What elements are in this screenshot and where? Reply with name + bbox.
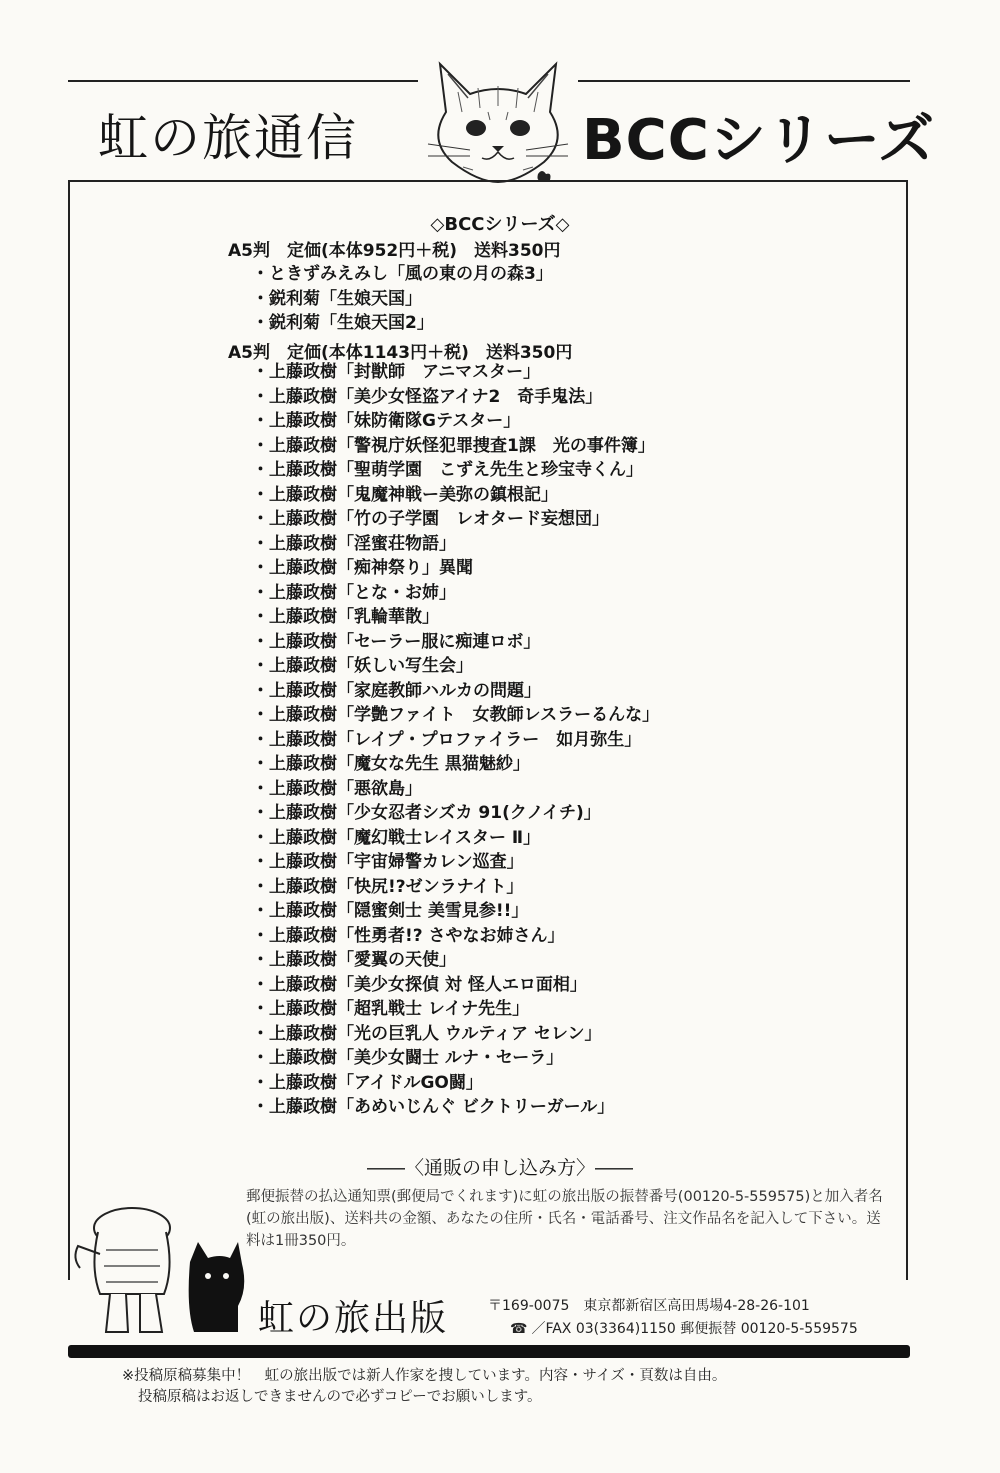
list-item: ・上藤政樹「超乳戦士 レイナ先生」	[252, 999, 530, 1019]
publisher-name: 虹の旅出版	[258, 1298, 449, 1339]
list-item: ・上藤政樹「魔女な先生 黒猫魅紗」	[252, 754, 530, 774]
list-item: ・上藤政樹「魔幻戦士レイスター Ⅱ」	[252, 827, 541, 848]
list-item: ・上藤政樹「レイプ・プロファイラー 如月弥生」	[252, 729, 642, 750]
cat-illustration	[418, 52, 578, 192]
list-item: ・上藤政樹「性勇者!? さやなお姉さん」	[252, 925, 565, 946]
header-title-left: 虹の旅通信	[98, 109, 358, 167]
list-item: ・上藤政樹「とな・お姉」	[252, 582, 456, 603]
list-item: ・上藤政樹「警視庁妖怪犯罪捜査1課 光の事件簿」	[252, 435, 655, 456]
list-item: ・上藤政樹「美少女探偵 対 怪人エロ面相」	[252, 974, 587, 995]
mascot-illustration	[70, 1198, 250, 1338]
list-item: ・上藤政樹「少女忍者シズカ 91(クノイチ)」	[252, 803, 601, 823]
price-line-1143: A5判 定価(本体1143円＋税) 送料350円	[228, 343, 573, 363]
title-list-group2	[252, 360, 659, 1120]
list-item: ・上藤政樹「妹防衛隊Gテスター」	[252, 411, 521, 431]
submission-notice	[122, 1366, 922, 1408]
list-item: ・上藤政樹「学艶ファイト 女教師レスラーるんな」	[252, 705, 660, 725]
list-item: ・上藤政樹「宇宙婦警カレン巡査」	[252, 852, 524, 872]
order-instructions: 郵便振替の払込通知票(郵便局でくれます)に虹の旅出版の振替番号(00120-5-559575)と加入者名(虹の旅出版)、送料共の金額、あなたの住所・氏名・電話番号、注文作品名を記入して下さい。送料は1冊350円。	[246, 1189, 883, 1249]
price-line-952: A5判 定価(本体952円＋税) 送料350円	[228, 241, 561, 261]
publisher-address: 〒169-0075 東京都新宿区高田馬場4-28-26-101	[488, 1298, 810, 1314]
notice-line-2: 投稿原稿はお返しできませんので必ずコピーでお願いします。	[138, 1389, 542, 1405]
publisher-tel: ／FAX 03(3364)1150 郵便振替 00120-5-559575	[531, 1321, 858, 1337]
list-item: ・上藤政樹「乳輪華散」	[252, 607, 439, 627]
bottom-bar	[68, 1345, 910, 1358]
list-item: ・上藤政樹「聖萌学園 こずえ先生と珍宝寺くん」	[252, 460, 643, 480]
publisher-contact	[510, 1318, 858, 1338]
list-item: ・上藤政樹「竹の子学園 レオタード妄想団」	[252, 509, 609, 529]
list-item: ・ときずみえみし「風の東の月の森3」	[252, 264, 553, 284]
list-item: ・上藤政樹「美少女闘士 ルナ・セーラ」	[252, 1048, 564, 1068]
order-section-title: ――〈通販の申し込み方〉――	[366, 1157, 633, 1179]
title-list-group1	[252, 262, 553, 336]
list-item: ・上藤政樹「アイドルGO闘」	[252, 1072, 483, 1093]
series-title: ◇BCCシリーズ◇	[430, 214, 570, 235]
list-item: ・上藤政樹「家庭教師ハルカの問題」	[252, 680, 541, 701]
list-item: ・上藤政樹「光の巨乳人 ウルティア セレン」	[252, 1023, 602, 1044]
list-item: ・上藤政樹「封獣師 アニマスター」	[252, 362, 541, 382]
list-item: ・上藤政樹「痴神祭り」異聞	[252, 558, 473, 578]
header-title-right: BCCシリーズ	[582, 108, 936, 173]
notice-line-1: ※投稿原稿募集中！ 虹の旅出版では新人作家を捜しています。内容・サイズ・頁数は自由。	[122, 1368, 727, 1384]
phone-icon: ☎	[510, 1321, 528, 1337]
list-item: ・上藤政樹「セーラー服に痴連ロボ」	[252, 631, 541, 652]
list-item: ・上藤政樹「淫蜜荘物語」	[252, 533, 456, 554]
list-item: ・上藤政樹「あめいじんぐ ビクトリーガール」	[252, 1097, 615, 1117]
list-item: ・上藤政樹「妖しい写生会」	[252, 656, 473, 676]
list-item: ・上藤政樹「愛翼の天使」	[252, 950, 456, 970]
list-item: ・上藤政樹「隠蜜剣士 美雪見参!!」	[252, 901, 529, 921]
list-item: ・鋭利菊「生娘天国2」	[252, 313, 434, 333]
list-item: ・上藤政樹「悪欲島」	[252, 778, 422, 799]
list-item: ・上藤政樹「鬼魔神戦ー美弥の鎮根記」	[252, 484, 558, 505]
list-item: ・鋭利菊「生娘天国」	[252, 288, 422, 309]
list-item: ・上藤政樹「美少女怪盗アイナ2 奇手鬼法」	[252, 386, 603, 407]
list-item: ・上藤政樹「快尻!?ゼンラナイト」	[252, 876, 524, 897]
